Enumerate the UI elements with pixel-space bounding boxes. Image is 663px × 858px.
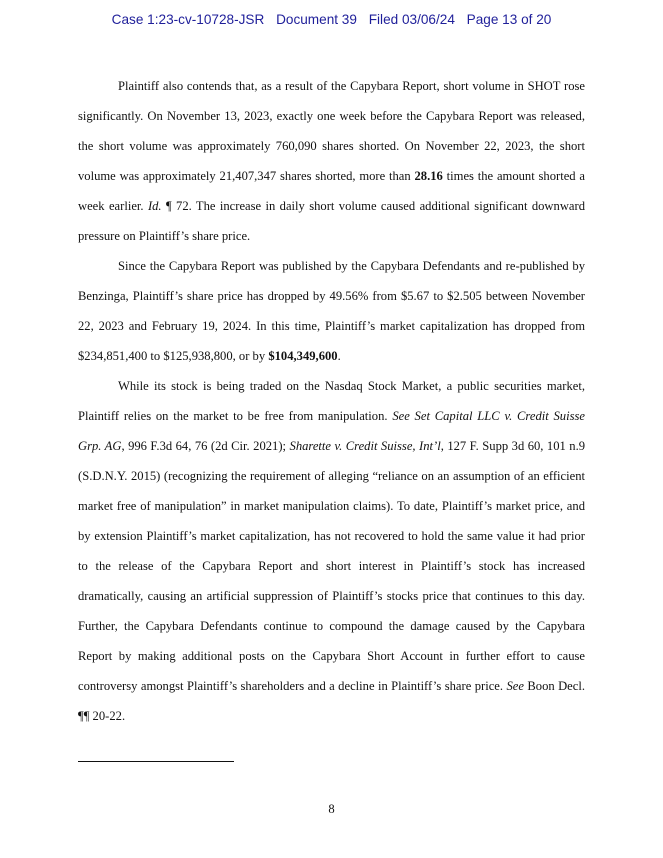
text-run: Boon Decl. ¶¶ 20-22. <box>78 679 585 723</box>
footnote-separator <box>78 761 234 762</box>
bold-figure: 28.16 <box>414 169 443 183</box>
text-run: Plaintiff also contends that, as a result of the Capybara Report, short volume in SHOT rose significantly. On November 13, 2023, exactly one week before the Capybara Report was released, the short volume was approximately 760,090 shares shorted. On November 22, 2023, the short volume was approximately 21,407,347 shares shorted, more than <box>78 79 585 183</box>
case-header <box>0 12 663 27</box>
bold-figure: $104,349,600 <box>268 349 338 363</box>
document-number: Document 39 <box>276 12 357 27</box>
signal-see: See <box>506 679 524 693</box>
case-citation: See Set Capital LLC v. Credit Suisse Grp. AG <box>78 409 585 453</box>
text-run: , 996 F.3d 64, 76 (2d Cir. 2021); <box>121 439 290 453</box>
page-indicator: Page 13 of 20 <box>466 12 552 27</box>
case-citation: Sharette v. Credit Suisse, Int’l <box>289 439 441 453</box>
text-run: Since the Capybara Report was published by the Capybara Defendants and re-published by Benzinga, Plaintiff’s share price has dropped by 49.56% from $5.67 to $2.505 between November 22, 2023 and February 19, 2024. In this time, Plaintiff’s market capitalization has dropped from $234,851,400 to $125,938,800, or by <box>78 259 585 363</box>
text-run: times the amount shorted a week earlier. <box>78 169 585 213</box>
paragraph-market-manipulation <box>78 371 585 731</box>
page-number: 8 <box>328 802 335 816</box>
text-run: ¶ 72. The increase in daily short volume caused additional significant downward pressure on Plaintiff’s share price. <box>78 199 586 243</box>
paragraph-share-price <box>78 251 585 371</box>
case-number: Case 1:23-cv-10728-JSR <box>111 12 265 27</box>
text-run: While its stock is being traded on the Nasdaq Stock Market, a public securities market, Plaintiff relies on the market to be free from manipulation. <box>78 379 585 423</box>
text-run: . <box>337 349 341 363</box>
filed-date: Filed 03/06/24 <box>368 12 455 27</box>
citation-id: Id. <box>147 199 162 213</box>
text-run: , 127 F. Supp 3d 60, 101 n.9 (S.D.N.Y. 2015) (recognizing the requirement of alleging “reliance on an assumption of an efficient market free of manipulation” in market manipulation claims). To date, Plaintiff’s market price, and by extension Plaintiff’s market capitalization, has not recovered to hold the same value it had prior to the release of the Capybara Report and short interest in Plaintiff’s stock has increased dramatically, causing an artificial suppression of Plaintiff’s stocks price that continues to this day. Further, the Capybara Defendants continue to compound the damage caused by the Capybara Report by making additional posts on the Capybara Short Account in further effort to cause controversy amongst Plaintiff’s shareholders and a decline in Plaintiff’s share price. <box>78 439 586 693</box>
document-body <box>78 71 585 731</box>
paragraph-short-volume <box>78 71 585 251</box>
